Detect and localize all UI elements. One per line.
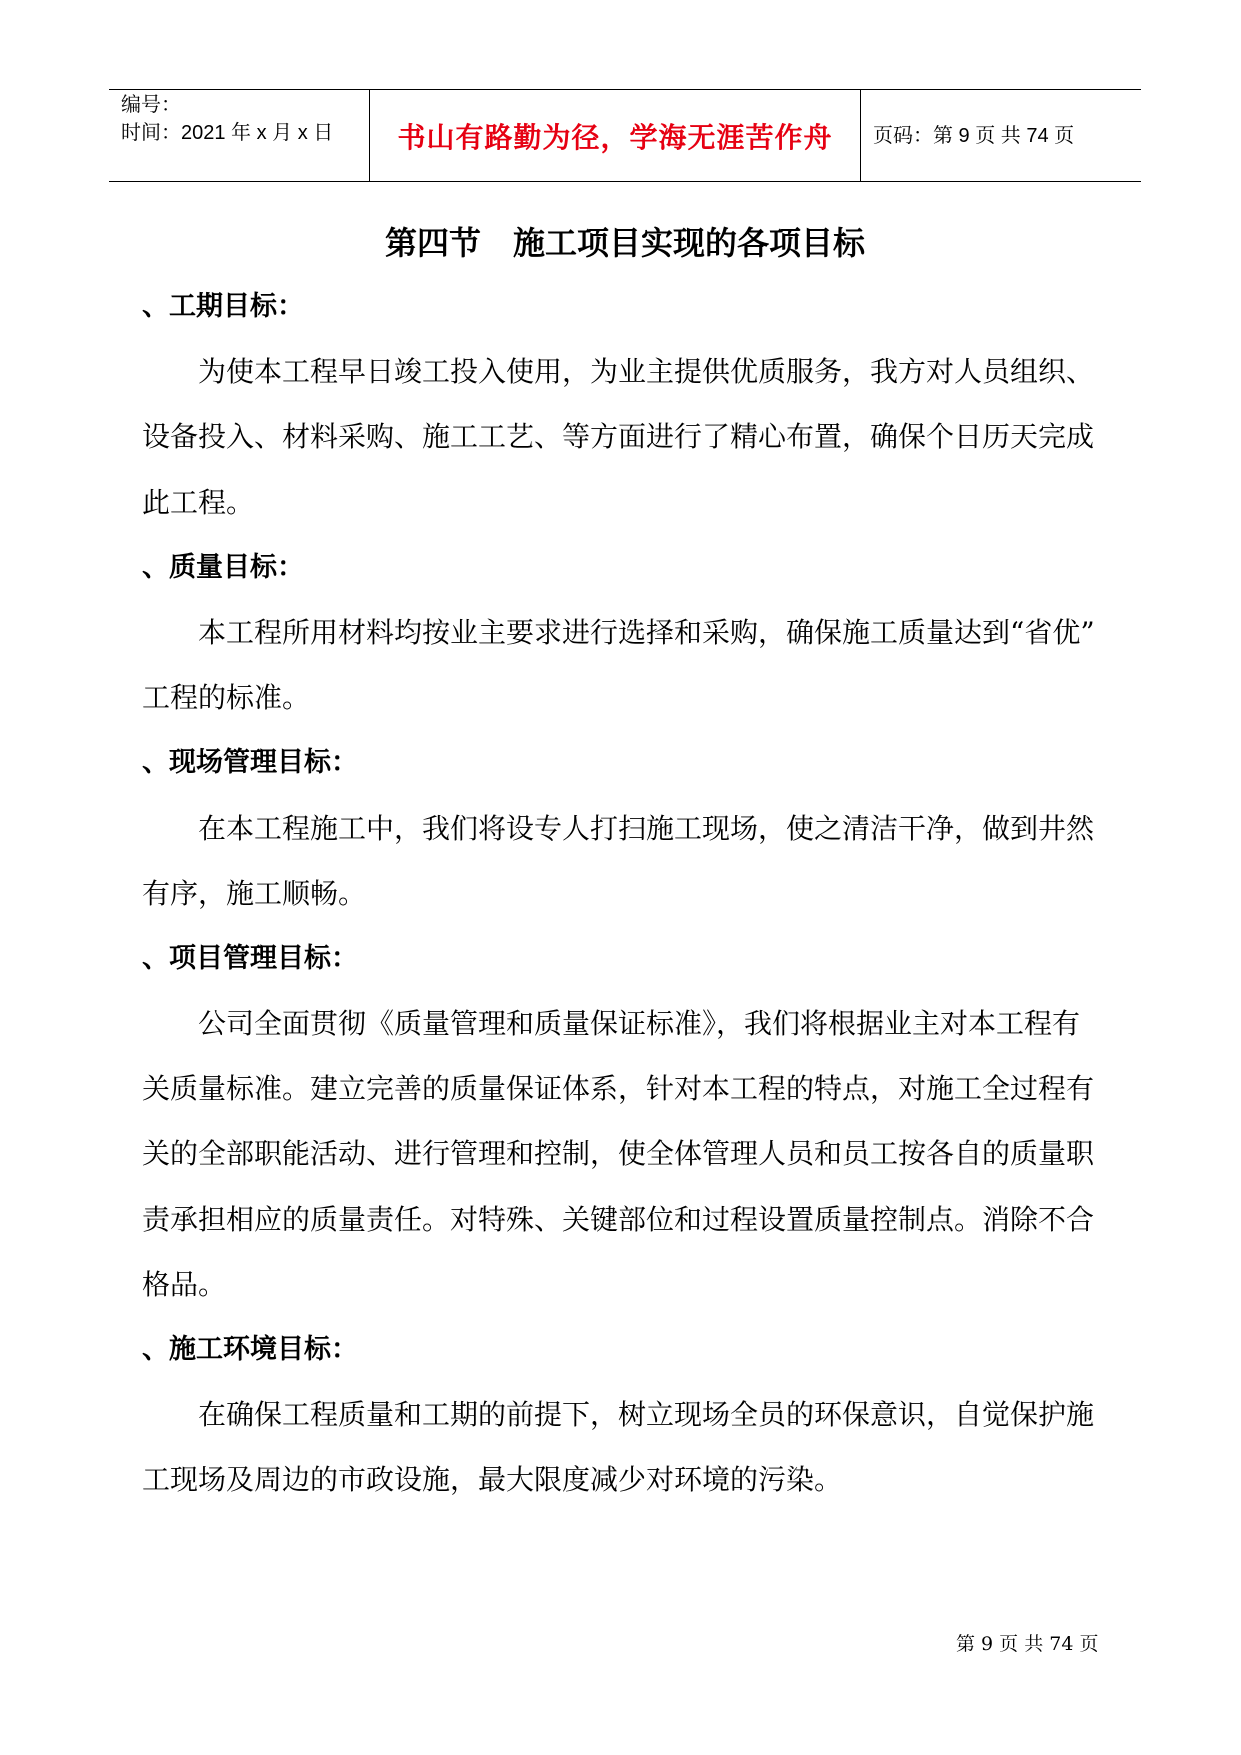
document-body [142,274,1132,1513]
paragraph-line: 设备投入、材料采购、施工工艺、等方面进行了精心布置，确保个日历天完成 [142,420,1095,454]
paragraph-line: 工现场及周边的市政设施，最大限度减少对环境的污染。 [142,1463,843,1497]
page-header [109,89,1141,182]
page-footer-number: 第 9 页 共 74 页 [956,1633,1099,1655]
section-title: 第四节 施工项目实现的各项目标 [384,225,865,261]
header-motto-cell [370,90,861,181]
paragraph-line: 在确保工程质量和工期的前提下，树立现场全员的环保意识，自觉保护施 [198,1398,1095,1432]
paragraph-line: 此工程。 [142,485,255,519]
paragraph-line: 格品。 [142,1267,227,1301]
paragraph-line: 有序，施工顺畅。 [142,876,367,910]
paragraph-line: 本工程所用材料均按业主要求进行选择和采购，确保施工质量达到“省优” [198,615,1095,649]
header-motto: 书山有路勤为径，学海无涯苦作舟 [397,121,833,153]
paragraph-line: 关的全部职能活动、进行管理和控制，使全体管理人员和员工按各自的质量职 [142,1137,1095,1171]
paragraph-line: 工程的标准。 [142,681,311,715]
section-heading-quality: 、质量目标： [142,551,304,582]
section-heading-schedule: 、工期目标： [142,291,304,321]
document-number-label: 编号： [121,94,181,116]
section-heading-project-management: 、项目管理目标： [142,942,358,973]
paragraph-line: 公司全面贯彻《质量管理和质量保证标准》，我们将根据业主对本工程有 [198,1007,1081,1041]
document-time-label: 时间：2021 年 x 月 x 日 [121,122,334,144]
paragraph-line: 为使本工程早日竣工投入使用，为业主提供优质服务，我方对人员组织、 [198,355,1095,389]
section-heading-environment: 、施工环境目标： [142,1334,358,1364]
paragraph-line: 关质量标准。建立完善的质量保证体系，针对本工程的特点，对施工全过程有 [142,1072,1095,1106]
header-page-cell [861,90,1141,181]
header-page-info: 页码：第 9 页 共 74 页 [873,124,1075,147]
header-meta-cell [109,90,370,181]
paragraph-line: 责承担相应的质量责任。对特殊、关键部位和过程设置质量控制点。消除不合 [142,1202,1095,1236]
paragraph-line: 在本工程施工中，我们将设专人打扫施工现场，使之清洁干净，做到井然 [198,811,1095,845]
section-heading-site-management: 、现场管理目标： [142,747,358,778]
